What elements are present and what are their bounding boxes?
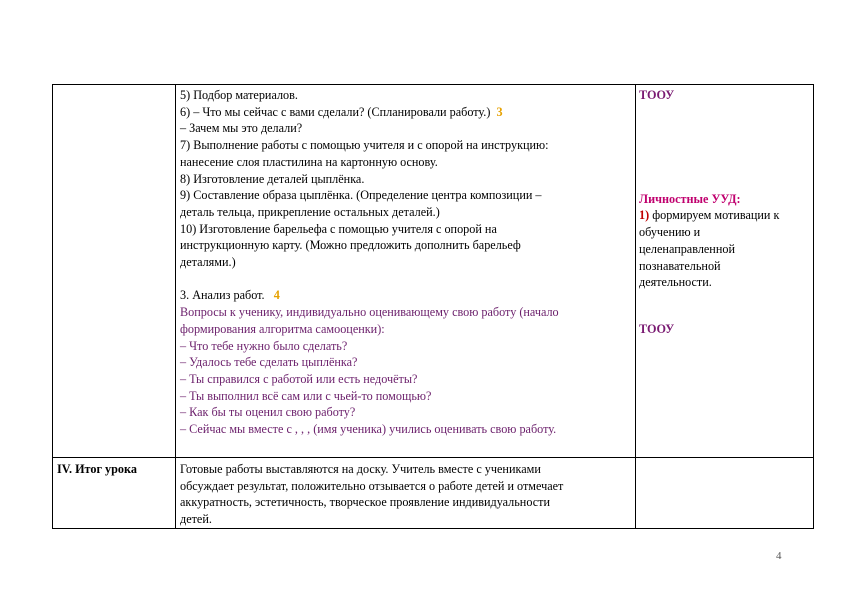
summary-line: аккуратность, эстетичность, творческое проявление индивидуальности <box>180 495 550 510</box>
mark-3: 3 <box>496 104 503 119</box>
questions-intro-cont: формирования алгоритма самооценки): <box>180 321 385 336</box>
stage-title: IV. Итог урока <box>57 462 137 476</box>
uud-cell <box>639 87 811 338</box>
step-7: 7) Выполнение работы с помощью учителя и с опорой на инструкцию: <box>180 138 549 153</box>
column-divider <box>175 85 176 528</box>
question-item: – Что тебе нужно было сделать? <box>180 338 348 353</box>
uud-item <box>639 207 811 224</box>
step-6-text: 6) – Что мы сейчас с вами сделали? (Спланировали работу.) <box>180 104 491 119</box>
step-9-cont: деталь тельца, прикрепление остальных деталей.) <box>180 204 440 219</box>
uud-line: деятельности. <box>639 275 712 290</box>
question-item: – Ты справился с работой или есть недочёты? <box>180 371 418 386</box>
uud-line: познавательной <box>639 258 721 273</box>
step-10-end: деталями.) <box>180 255 236 270</box>
mark-4: 4 <box>273 288 280 303</box>
question-item: – Как бы ты оценил свою работу? <box>180 405 356 420</box>
step-10: 10) Изготовление барельефа с помощью учителя с опорой на <box>180 221 497 236</box>
questions-intro: Вопросы к ученику, индивидуально оценивающему свою работу (начало <box>180 305 559 320</box>
step-6-question: – Зачем мы это делали? <box>180 121 303 136</box>
step-5: 5) Подбор материалов. <box>180 88 298 102</box>
uud-line: обучению и <box>639 225 701 240</box>
analysis-title <box>180 287 632 304</box>
row-divider <box>53 457 813 458</box>
question-item: – Сейчас мы вместе с , , , (имя ученика) учились оценивать свою работу. <box>180 422 557 437</box>
summary-line: Готовые работы выставляются на доску. Учитель вместе с учениками <box>180 462 541 476</box>
summary-line: обсуждает результат, положительно отзывается о работе детей и отмечает <box>180 478 564 493</box>
summary-cell <box>180 461 632 528</box>
uud-line: целенаправленной <box>639 241 735 256</box>
stage-content-cell <box>180 87 632 438</box>
summary-line: детей. <box>180 512 212 527</box>
toou-label: ТООУ <box>639 321 675 336</box>
step-8: 8) Изготовление деталей цыплёнка. <box>180 171 365 186</box>
step-10-cont: инструкционную карту. (Можно предложить дополнить барельеф <box>180 238 521 253</box>
step-6 <box>180 104 632 121</box>
question-item: – Удалось тебе сделать цыплёнка? <box>180 355 358 370</box>
toou-label: ТООУ <box>639 88 675 102</box>
uud-title: Личностные УУД: <box>639 191 741 206</box>
uud-number: 1) <box>639 208 650 223</box>
step-9: 9) Составление образа цыплёнка. (Определение центра композиции – <box>180 188 542 203</box>
column-divider <box>635 85 636 528</box>
uud-line: формируем мотивации к <box>652 208 780 223</box>
page-number: 4 <box>776 550 782 562</box>
lesson-table <box>52 84 814 529</box>
analysis-title-text: 3. Анализ работ. <box>180 288 265 303</box>
question-item: – Ты выполнил всё сам или с чьей-то помощью? <box>180 388 432 403</box>
step-7-cont: нанесение слоя пластилина на картонную основу. <box>180 154 438 169</box>
